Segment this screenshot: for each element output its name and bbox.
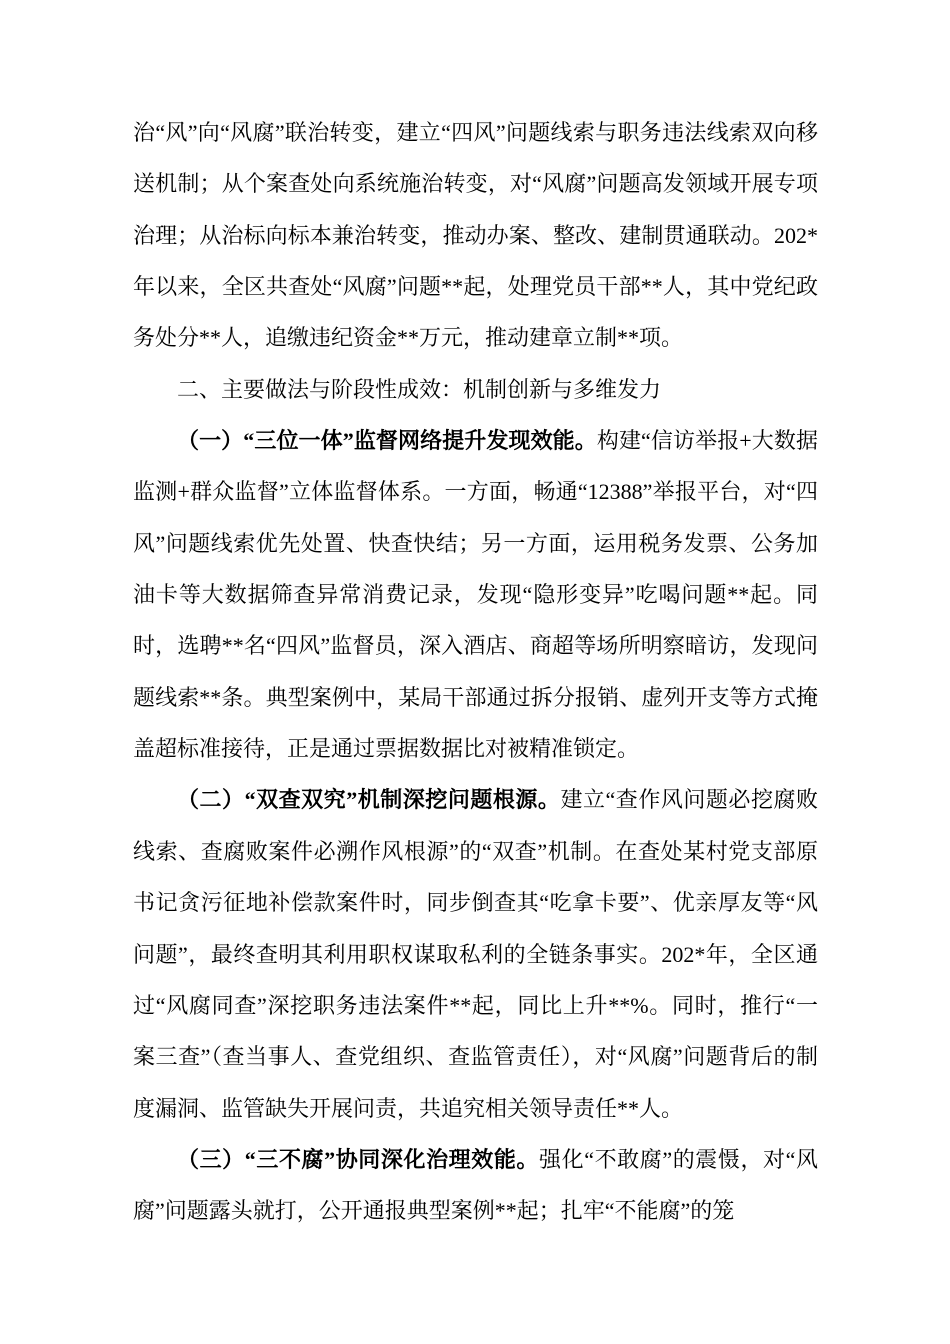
paragraph-item-2-body: 建立“查作风问题必挖腐败线索、查腐败案件必溯作风根源”的“双查”机制。在查处某村党支部原书记贪污征地补偿款案件时，同步倒查其“吃拿卡要”、优亲厚友等“风问题”，最终查明其利用职权谋取私利的全链条事实。202*年，全区通过“风腐同查”深挖职务违法案件**起，同比上升**%。同时，推行“一案三查”（查当事人、查党组织、查监管责任），对“风腐”问题背后的制度漏洞、监管缺失开展问责，共追究相关领导责任**人。 xyxy=(133,787,818,1121)
paragraph-continuation: 治“风”向“风腐”联治转变，建立“四风”问题线索与职务违法线索双向移送机制；从个案查处向系统施治转变，对“风腐”问题高发领域开展专项治理；从治标向标本兼治转变，推动办案、整改、建制贯通联动。202*年以来，全区共查处“风腐”问题**起，处理党员干部**人，其中党纪政务处分**人，追缴违纪资金**万元，推动建章立制**项。 xyxy=(133,120,818,351)
paragraph-item-2-lead: （二）“双查双究”机制深挖问题根源。 xyxy=(177,787,561,813)
paragraph-item-1-lead: （一）“三位一体”监督网络提升发现效能。 xyxy=(177,428,597,454)
paragraph-item-3 xyxy=(133,1134,818,1237)
paragraph-item-3-body: 强化“不敢腐”的震慑，对“风腐”问题露头就打，公开通报典型案例**起；扎牢“不能腐”的笼 xyxy=(133,1146,818,1224)
paragraph-item-3-lead: （三）“三不腐”协同深化治理效能。 xyxy=(177,1146,540,1172)
paragraph-item-1 xyxy=(133,415,818,774)
section-heading: 二、主要做法与阶段性成效：机制创新与多维发力 xyxy=(177,376,662,402)
paragraph-item-2 xyxy=(133,774,818,1133)
paragraph-item-1-body: 构建“信访举报+大数据监测+群众监督”立体监督体系。一方面，畅通“12388”举报平台，对“四风”问题线索优先处置、快查快结；另一方面，运用税务发票、公务加油卡等大数据筛查异常消费记录，发现“隐形变异”吃喝问题**起。同时，选聘**名“四风”监督员，深入酒店、商超等场所明察暗访，发现问题线索**条。典型案例中，某局干部通过拆分报销、虚列开支等方式掩盖超标准接待，正是通过票据数据比对被精准锁定。 xyxy=(133,428,818,762)
